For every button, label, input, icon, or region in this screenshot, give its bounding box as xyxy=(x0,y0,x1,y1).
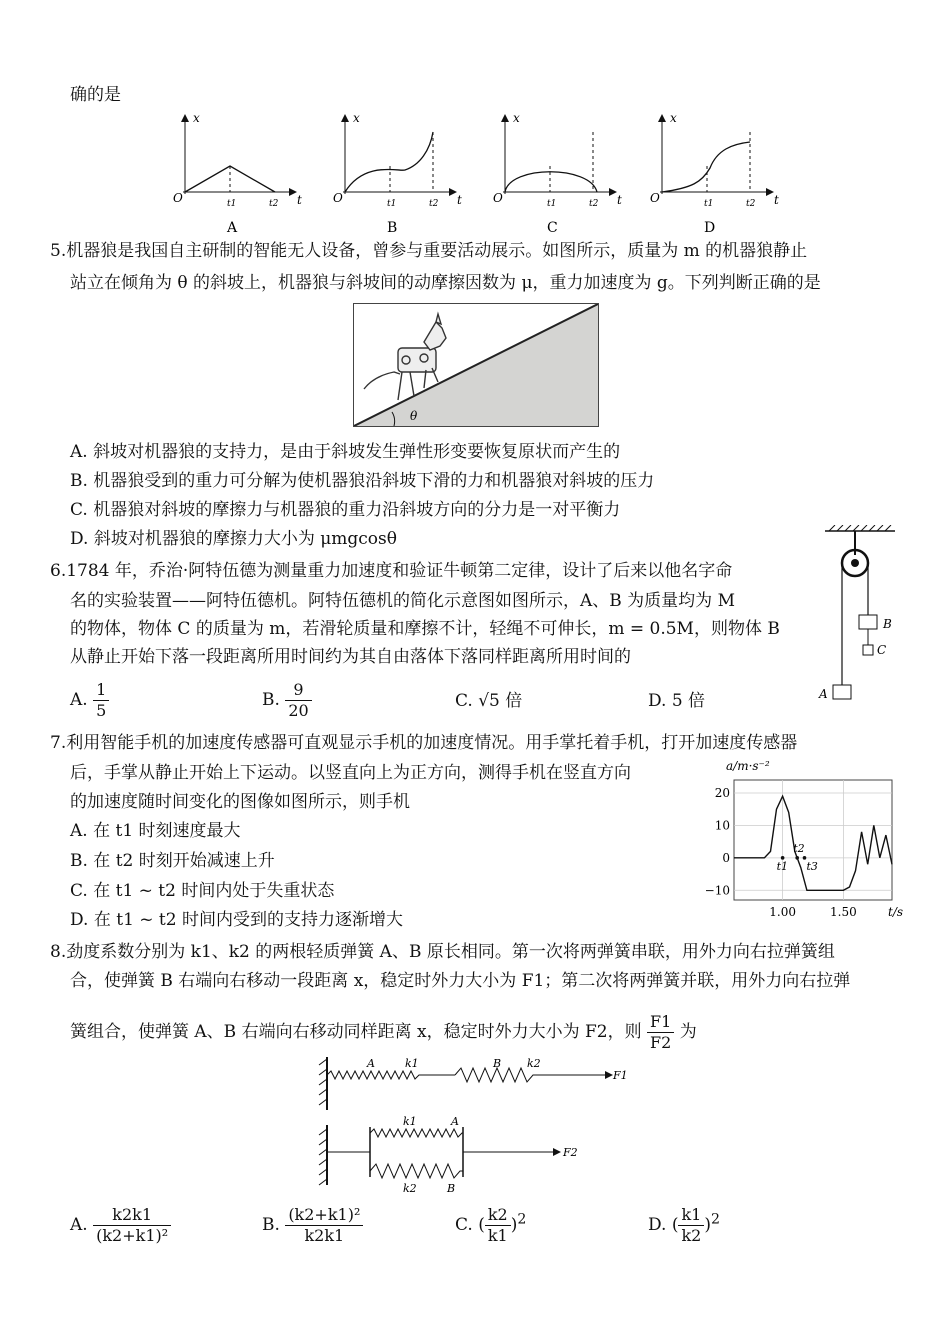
parallel-label-k2: k2 xyxy=(403,1182,417,1195)
q8-number: 8. xyxy=(50,942,67,962)
series-label-a: A xyxy=(367,1057,375,1070)
q8-option-b: B. $\frac{\text{(k2+k1)²}}{k2k1}$ xyxy=(262,1205,363,1246)
axis-t-label: t xyxy=(617,193,622,207)
y-axis-label: a/m·s⁻² xyxy=(726,759,770,773)
q5-option-a: A. 斜坡对机器狼的支持力，是由于斜坡发生弹性形变要恢复原状而产生的 xyxy=(70,442,621,462)
origin-label: O xyxy=(493,191,503,205)
y-tick-label: 0 xyxy=(722,850,730,865)
parallel-label-a: A xyxy=(451,1115,459,1128)
q6-number: 6. xyxy=(50,561,67,581)
q6-stem-line1 xyxy=(50,560,732,582)
spring-b-parallel xyxy=(370,1164,463,1178)
series-label-k1: k1 xyxy=(405,1057,419,1070)
q8-stem-line1 xyxy=(50,941,835,963)
q6-stem-line4: 从静止开始下落一段距离所用时间约为其自由落体下落同样距离所用时间的 xyxy=(70,647,631,667)
q4-graph-a xyxy=(173,111,302,236)
graph-option-label: D xyxy=(704,220,716,236)
y-tick-label: 20 xyxy=(714,785,730,800)
q4-graph-c xyxy=(493,111,622,236)
spring-a-series xyxy=(327,1071,455,1079)
parallel-label-b: B xyxy=(447,1182,456,1195)
q8-option-a: A. $\frac{k2k1}{\text{(k2+k1)²}}$ xyxy=(70,1205,171,1246)
axis-t-label: t xyxy=(297,193,302,207)
x-axis-label: t/s xyxy=(888,905,904,919)
axis-x-label: x xyxy=(670,111,677,125)
q6-option-c: C. √5 倍 xyxy=(455,691,523,711)
t1-label: t1 xyxy=(704,199,714,209)
time-marker-label: t3 xyxy=(806,859,818,873)
q5-stem-text1: 机器狼是我国自主研制的智能无人设备，曾参与重要活动展示。如图所示，质量为 m 的机器狼静止 xyxy=(66,241,808,261)
q8-stem-text1: 劲度系数分别为 k1、k2 的两根轻质弹簧 A、B 原长相同。第一次将两弹簧串联，用外力向右拉弹簧组 xyxy=(66,942,835,962)
t1-label: t1 xyxy=(387,199,397,209)
q4-graph-b xyxy=(333,111,462,236)
q4-graph-group xyxy=(173,111,779,236)
q8-option-d: D. ( $\frac{k1}{k2}$ )$^2$ xyxy=(648,1205,721,1245)
q6-option-d: D. 5 倍 xyxy=(648,691,706,711)
block-b xyxy=(859,615,877,629)
series-label-f1: F1 xyxy=(613,1069,628,1082)
q7-stem-line2: 后，手掌从静止开始上下运动。以竖直向上为正方向，测得手机在竖直方向 xyxy=(70,763,631,783)
q7-stem-text1: 利用智能手机的加速度传感器可直观显示手机的加速度情况。用手掌托着手机，打开加速度传感器 xyxy=(66,733,798,753)
q8-option-c: C. ( $\frac{k2}{k1}$ )$^2$ xyxy=(455,1205,527,1245)
plot-frame xyxy=(734,780,892,900)
axis-x-label: x xyxy=(353,111,360,125)
q4-curve xyxy=(662,142,750,192)
t1-label: t1 xyxy=(547,199,557,209)
q6-stem-line3: 的物体，物体 C 的质量为 m，若滑轮质量和摩擦不计，轻绳不可伸长，m = 0.5M，则物体 B xyxy=(70,619,780,639)
label-c: C xyxy=(877,643,887,657)
label-a: A xyxy=(819,687,828,701)
graph-option-label: B xyxy=(387,220,398,236)
axis-t-label: t xyxy=(774,193,779,207)
graph-option-label: C xyxy=(547,220,558,236)
q6-option-b: B. $\frac{9}{20}$ xyxy=(262,680,312,721)
atwood-machine-figure xyxy=(815,525,915,715)
q5-slope-figure xyxy=(353,303,599,427)
origin-label: O xyxy=(173,191,183,205)
q5-option-d: D. 斜坡对机器狼的摩擦力大小为 μmgcosθ xyxy=(70,529,398,549)
origin-label: O xyxy=(333,191,343,205)
y-tick-label: −10 xyxy=(704,883,730,898)
q6-stem-text1: 1784 年，乔治·阿特伍德为测量重力加速度和验证牛顿第二定律，设计了后来以他名字命 xyxy=(66,561,733,581)
theta-label: θ xyxy=(410,409,418,423)
q7-option-c: C. 在 t1 ~ t2 时间内处于失重状态 xyxy=(70,881,335,901)
time-marker-label: t2 xyxy=(793,841,805,855)
origin-label: O xyxy=(650,191,660,205)
series-label-b: B xyxy=(493,1057,502,1070)
q8-stem-line2: 合，使弹簧 B 右端向右移动一段距离 x，稳定时外力大小为 F1；第二次将两弹簧并联，用外力向右拉弹 xyxy=(70,971,851,991)
acceleration-chart xyxy=(700,758,910,928)
q4-graphs xyxy=(0,110,950,240)
t1-label: t1 xyxy=(227,199,237,209)
q7-option-d: D. 在 t1 ~ t2 时间内受到的支持力逐渐增大 xyxy=(70,910,403,930)
t2-label: t2 xyxy=(429,199,439,209)
t2-label: t2 xyxy=(589,199,599,209)
t2-label: t2 xyxy=(269,199,279,209)
q5-stem-line1 xyxy=(50,240,807,262)
q7-stem-line3: 的加速度随时间变化的图像如图所示，则手机 xyxy=(70,792,410,812)
series-label-k2: k2 xyxy=(527,1057,541,1070)
q5-option-c: C. 机器狼对斜坡的摩擦力与机器狼的重力沿斜坡方向的分力是一对平衡力 xyxy=(70,500,621,520)
graph-option-label: A xyxy=(227,220,238,236)
q4-curve xyxy=(505,172,597,192)
q4-graph-d xyxy=(650,111,779,236)
continued-question-text: 确的是 xyxy=(70,85,121,105)
q5-stem-line2: 站立在倾角为 θ 的斜坡上，机器狼与斜坡间的动摩擦因数为 μ，重力加速度为 g。下列判断正确的是 xyxy=(70,273,821,293)
axis-t-label: t xyxy=(457,193,462,207)
parallel-label-f2: F2 xyxy=(563,1146,578,1159)
spring-a-parallel xyxy=(370,1129,463,1137)
q5-option-b: B. 机器狼受到的重力可分解为使机器狼沿斜坡下滑的力和机器狼对斜坡的压力 xyxy=(70,471,655,491)
ratio-f1-f2: $\frac{F1}{F2}$ xyxy=(647,1012,674,1053)
spring-figure xyxy=(315,1055,635,1195)
axis-x-label: x xyxy=(193,111,200,125)
label-b: B xyxy=(883,617,892,631)
parallel-label-k1: k1 xyxy=(403,1115,417,1128)
q8-stem-line3: 簧组合，使弹簧 A、B 右端向右移动同样距离 x，稳定时外力大小为 F2，则 $\frac{F1}{F2}$ 为 xyxy=(70,1012,697,1052)
x-tick-label: 1.00 xyxy=(769,905,796,919)
y-tick-label: 10 xyxy=(714,818,730,833)
q6-option-a: A. $\frac{1}{5}$ xyxy=(70,680,109,721)
q7-option-a: A. 在 t1 时刻速度最大 xyxy=(70,821,241,841)
q5-slope-svg xyxy=(354,304,598,426)
block-c xyxy=(863,645,873,655)
q6-stem-line2: 名的实验装置——阿特伍德机。阿特伍德机的简化示意图如图所示，A、B 为质量均为 M xyxy=(70,591,735,611)
axis-x-label: x xyxy=(513,111,520,125)
block-a xyxy=(833,685,851,699)
time-marker-point xyxy=(795,856,799,860)
q7-number: 7. xyxy=(50,733,67,753)
x-tick-label: 1.50 xyxy=(830,905,857,919)
time-marker-label: t1 xyxy=(776,859,789,873)
t2-label: t2 xyxy=(746,199,756,209)
q4-curve xyxy=(345,132,433,192)
q7-option-b: B. 在 t2 时刻开始减速上升 xyxy=(70,851,275,871)
q5-number: 5. xyxy=(50,241,67,261)
q7-stem-line1 xyxy=(50,732,797,754)
